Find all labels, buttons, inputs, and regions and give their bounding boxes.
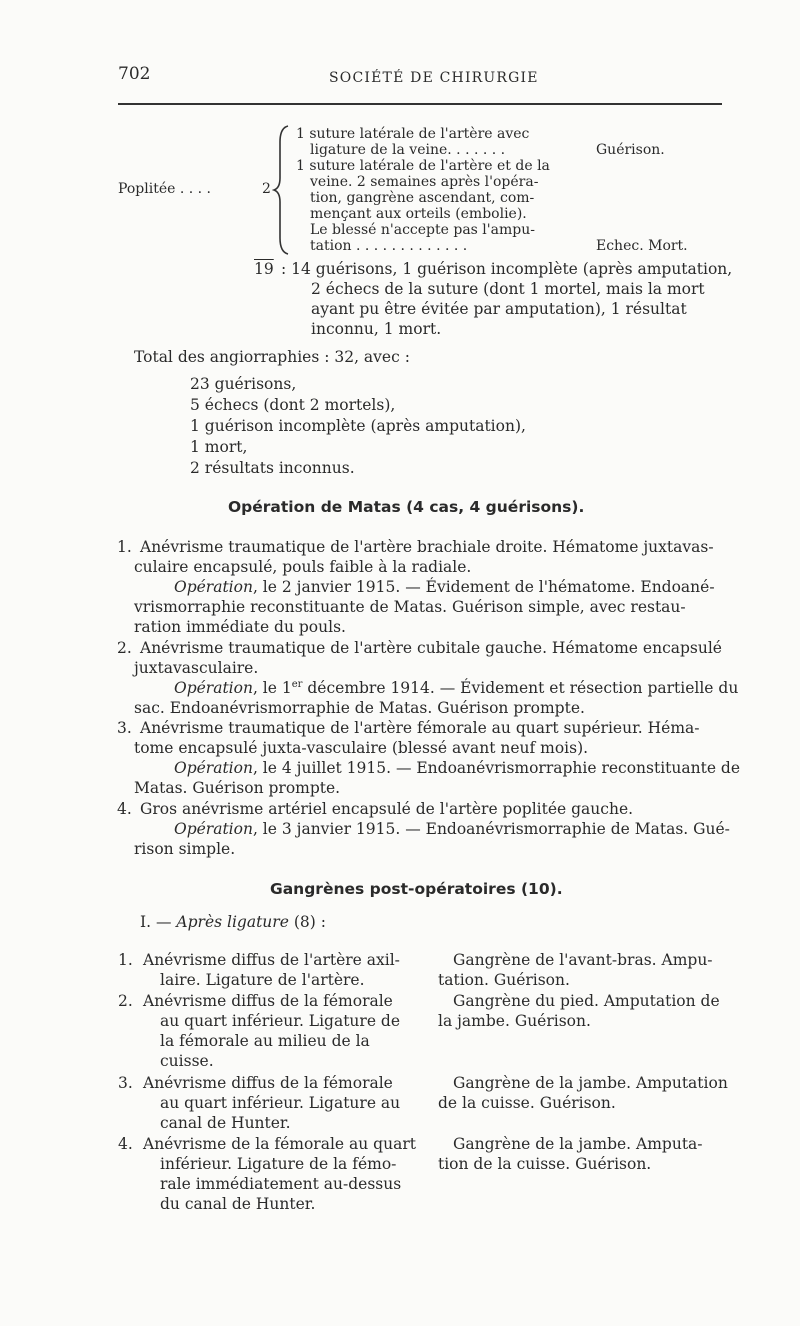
operation-label: Opération xyxy=(174,679,253,697)
case-text: Anévrisme traumatique de l'artère fémorale au quart supérieur. Héma- xyxy=(140,719,700,737)
poplitee-count: 2 xyxy=(262,181,271,197)
summary-line: : 14 guérisons, 1 guérison incomplète (après amputation, xyxy=(281,260,733,278)
summary-line: ayant pu être évitée par amputation), 1 résultat xyxy=(311,300,687,318)
case-left-text: rale immédiatement au-dessus xyxy=(160,1175,402,1193)
case-left-text: inférieur. Ligature de la fémo- xyxy=(160,1155,397,1173)
poplitee-case2-result: Echec. Mort. xyxy=(596,238,688,254)
operation-text: ration immédiate du pouls. xyxy=(134,618,346,636)
case-left-text: au quart inférieur. Ligature de xyxy=(160,1012,401,1030)
gangrenes-heading: Gangrènes post-opératoires (10). xyxy=(270,880,563,898)
poplitee-case1-line: 1 suture latérale de l'artère avec xyxy=(296,126,530,142)
case-number: 2. xyxy=(117,639,132,657)
operation-line xyxy=(174,678,738,698)
poplitee-label: Poplitée . . . . xyxy=(118,181,211,197)
case-text: juxtavasculaire. xyxy=(134,659,259,677)
summary-line: inconnu, 1 mort. xyxy=(311,320,442,338)
case-number: 1. xyxy=(117,538,132,556)
case-right-text: de la cuisse. Guérison. xyxy=(438,1094,616,1112)
total-intro: Total des angiorraphies : 32, avec : xyxy=(134,348,410,366)
case-left-text: laire. Ligature de l'artère. xyxy=(160,971,365,989)
operation-text: Matas. Guérison prompte. xyxy=(134,779,341,797)
case-left-text: canal de Hunter. xyxy=(160,1114,291,1132)
case-number: 2. xyxy=(118,992,133,1010)
subsection-title xyxy=(140,912,326,932)
operation-text: , le 2 janvier 1915. — Évidement de l'hématome. Endoané- xyxy=(252,578,715,596)
poplitee-case2-line: tion, gangrène ascendant, com- xyxy=(310,190,535,206)
case-number: 4. xyxy=(118,1135,133,1153)
poplitee-case2-line: Le blessé n'accepte pas l'ampu- xyxy=(310,222,535,238)
operation-text: , le 3 janvier 1915. — Endoanévrismorraphie de Matas. Gué- xyxy=(252,820,730,838)
case-right-text: la jambe. Guérison. xyxy=(438,1012,591,1030)
running-title: SOCIÉTÉ DE CHIRURGIE xyxy=(329,70,539,86)
case-number: 1. xyxy=(118,951,133,969)
case-number: 4. xyxy=(117,800,132,818)
case-left-text: Anévrisme diffus de l'artère axil- xyxy=(143,951,400,969)
case-text: Anévrisme traumatique de l'artère brachiale droite. Hématome juxtavas- xyxy=(140,538,714,556)
total-item: 1 guérison incomplète (après amputation), xyxy=(190,417,526,435)
operation-text: sac. Endoanévrismorraphie de Matas. Guérison prompte. xyxy=(134,699,585,717)
case-number: 3. xyxy=(118,1074,133,1092)
poplitee-case2-line: veine. 2 semaines après l'opéra- xyxy=(310,174,539,190)
page-number: 702 xyxy=(118,64,151,84)
case-left-text: Anévrisme diffus de la fémorale xyxy=(143,1074,393,1092)
case-text: tome encapsulé juxta-vasculaire (blessé avant neuf mois). xyxy=(134,739,589,757)
total-item: 2 résultats inconnus. xyxy=(190,459,355,477)
subsection-label: Après ligature xyxy=(176,913,289,931)
operation-text: décembre 1914. — Évidement et résection partielle du xyxy=(302,679,739,697)
case-left-text: au quart inférieur. Ligature au xyxy=(160,1094,401,1112)
case-left-text: Anévrisme diffus de la fémorale xyxy=(143,992,393,1010)
operation-label: Opération xyxy=(174,820,253,838)
operation-text: , le 4 juillet 1915. — Endoanévrismorraphie reconstituante de xyxy=(252,759,741,777)
operation-text: , le 1 xyxy=(252,679,292,697)
curly-brace-icon xyxy=(272,124,296,256)
case-left-text: Anévrisme de la fémorale au quart xyxy=(143,1135,416,1153)
total-item: 1 mort, xyxy=(190,438,248,456)
poplitee-case2-line: tation . . . . . . . . . . . . . xyxy=(310,238,468,254)
superscript: er xyxy=(291,678,303,690)
summary-line: 2 échecs de la suture (dont 1 mortel, mais la mort xyxy=(311,280,705,298)
matas-heading: Opération de Matas (4 cas, 4 guérisons). xyxy=(228,498,585,516)
operation-label: Opération xyxy=(174,759,253,777)
operation-line xyxy=(174,577,715,597)
operation-label: Opération xyxy=(174,578,253,596)
case-right-text: Gangrène de la jambe. Amputation xyxy=(453,1074,728,1092)
total-item: 5 échecs (dont 2 mortels), xyxy=(190,396,396,414)
header-rule xyxy=(118,103,722,105)
case-right-text: Gangrène de la jambe. Amputa- xyxy=(453,1135,703,1153)
poplitee-case1-result: Guérison. xyxy=(596,142,665,158)
case-right-text: Gangrène du pied. Amputation de xyxy=(453,992,720,1010)
case-right-text: tion de la cuisse. Guérison. xyxy=(438,1155,652,1173)
case-text: Anévrisme traumatique de l'artère cubitale gauche. Hématome encapsulé xyxy=(140,639,722,657)
poplitee-case2-line: mençant aux orteils (embolie). xyxy=(310,206,527,222)
case-number: 3. xyxy=(117,719,132,737)
operation-line xyxy=(174,819,730,839)
case-text: culaire encapsulé, pouls faible à la radiale. xyxy=(134,558,472,576)
operation-text: rison simple. xyxy=(134,840,236,858)
case-right-text: Gangrène de l'avant-bras. Ampu- xyxy=(453,951,713,969)
poplitee-case2-line: 1 suture latérale de l'artère et de la xyxy=(296,158,550,174)
summary-total-number: 19 xyxy=(254,260,274,278)
case-text: Gros anévrisme artériel encapsulé de l'artère poplitée gauche. xyxy=(140,800,634,818)
subsection-number: I. — xyxy=(140,913,172,931)
subsection-count: (8) : xyxy=(293,913,326,931)
operation-line xyxy=(174,758,740,778)
operation-text: vrismorraphie reconstituante de Matas. Guérison simple, avec restau- xyxy=(134,598,686,616)
case-left-text: cuisse. xyxy=(160,1052,214,1070)
case-left-text: la fémorale au milieu de la xyxy=(160,1032,370,1050)
poplitee-case1-line: ligature de la veine. . . . . . . xyxy=(310,142,506,158)
case-right-text: tation. Guérison. xyxy=(438,971,570,989)
total-item: 23 guérisons, xyxy=(190,375,297,393)
case-left-text: du canal de Hunter. xyxy=(160,1195,316,1213)
